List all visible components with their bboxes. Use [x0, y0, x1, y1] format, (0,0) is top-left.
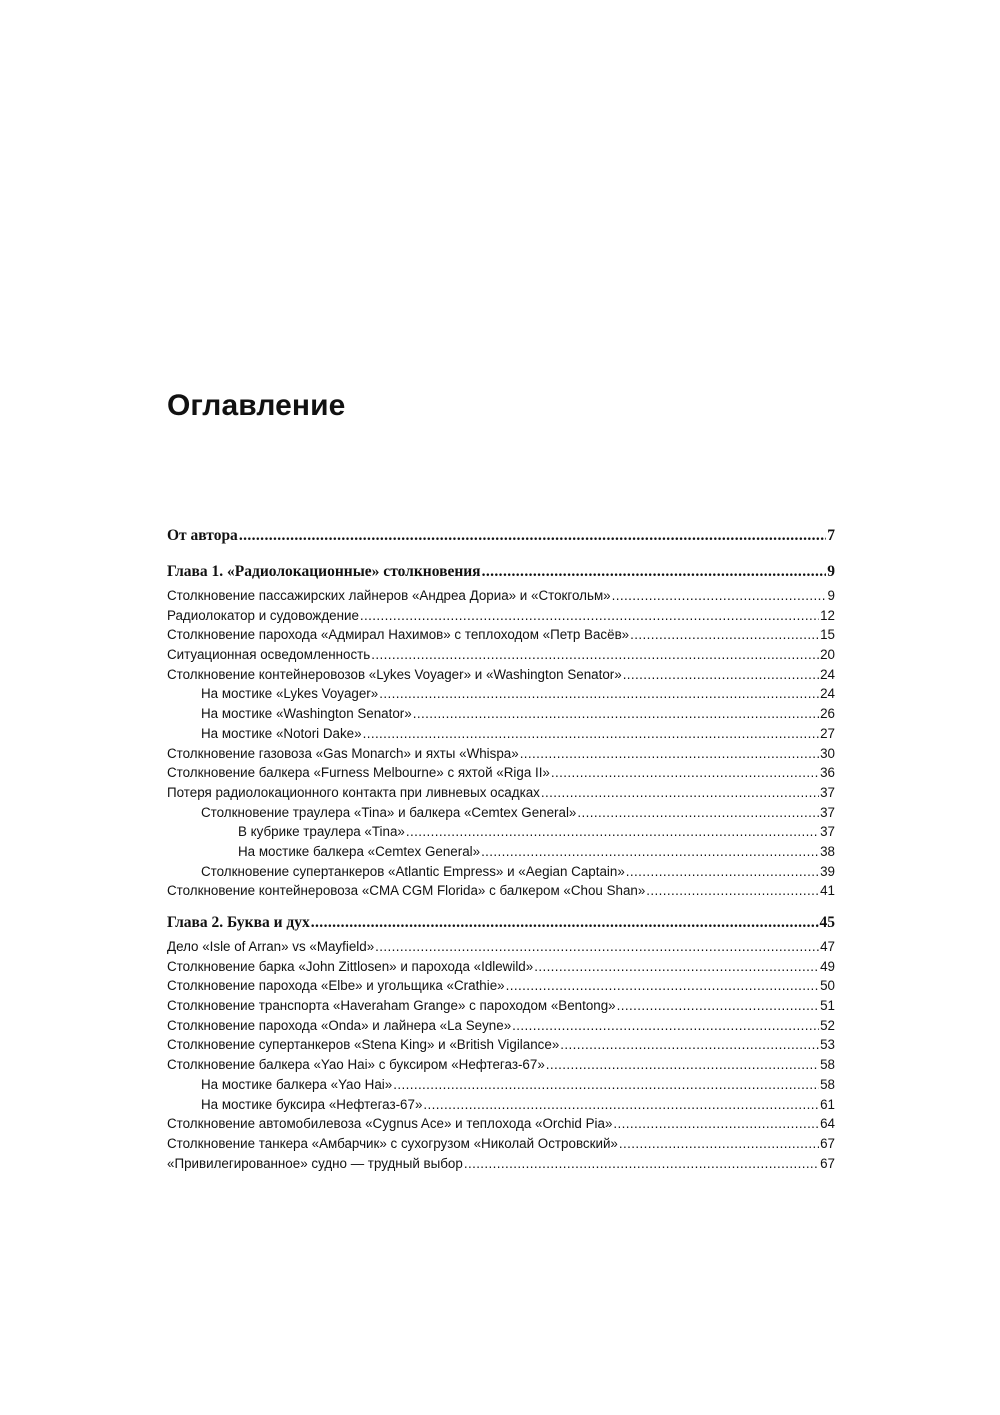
- toc-page-number: 27: [820, 725, 835, 741]
- toc-entry[interactable]: [167, 822, 835, 842]
- toc-page-number: 15: [820, 627, 835, 643]
- toc-page-number: 24: [820, 686, 835, 702]
- toc-entry-title: На мостике «Lykes Voyager»: [201, 686, 379, 702]
- toc-entry-title: Дело «Isle of Arran» vs «Mayfield»: [167, 939, 375, 954]
- toc-page-number: 37: [820, 784, 835, 800]
- toc-page-number: 12: [820, 607, 835, 623]
- toc-dot-leader: [423, 1095, 819, 1115]
- toc-entry[interactable]: [167, 1055, 835, 1075]
- toc-entry[interactable]: [167, 1075, 835, 1095]
- toc-dot-leader: [393, 1075, 819, 1095]
- toc-page-number: 50: [820, 978, 835, 994]
- toc-dot-leader: [617, 996, 819, 1016]
- toc-entry[interactable]: [167, 1134, 835, 1154]
- page-title: Оглавление: [167, 389, 346, 422]
- toc-entry[interactable]: [167, 783, 835, 803]
- toc-dot-leader: [619, 1134, 819, 1154]
- toc-entry-title: Столкновение контейнеровоза «CMA CGM Florida» с балкером «Chou Shan»: [167, 883, 646, 899]
- toc-entry-title: Столкновение пассажирских лайнеров «Андреа Дориа» и «Стокгольм»: [167, 588, 611, 603]
- toc-chapter-entry[interactable]: [167, 909, 835, 937]
- toc-entry[interactable]: [167, 1154, 835, 1174]
- toc-entry-title: Столкновение парохода «Onda» и лайнера «La Seyne»: [167, 1017, 512, 1033]
- toc-entry[interactable]: [167, 606, 835, 626]
- toc-entry[interactable]: [167, 1035, 835, 1055]
- toc-dot-leader: [520, 744, 819, 764]
- toc-page-number: 37: [820, 824, 835, 840]
- toc-dot-leader: [512, 1016, 819, 1036]
- toc-entry-title: Столкновение балкера «Furness Melbourne» с яхтой «Riga II»: [167, 765, 550, 781]
- toc-entry-title: Глава 1. «Радиолокационные» столкновения: [167, 563, 481, 580]
- toc-dot-leader: [406, 822, 819, 842]
- toc-entry-title: Столкновение транспорта «Haveraham Grange» с пароходом «Bentong»: [167, 998, 616, 1014]
- toc-page-number: 41: [820, 883, 835, 899]
- toc-entry-title: Потеря радиолокационного контакта при ливневых осадках: [167, 784, 540, 800]
- toc-entry-title: «Привилегированное» судно — трудный выбор: [167, 1155, 463, 1171]
- toc-entry-title: На мостике балкера «Cemtex General»: [238, 843, 481, 859]
- toc-dot-leader: [534, 957, 819, 977]
- toc-page-number: 52: [820, 1017, 835, 1033]
- toc-entry[interactable]: [167, 744, 835, 764]
- toc-dot-leader: [371, 645, 819, 665]
- toc-entry-title: На мостике «Notori Dake»: [201, 725, 362, 741]
- toc-page-number: 9: [827, 588, 835, 603]
- toc-dot-leader: [551, 763, 819, 783]
- toc-page-number: 39: [820, 863, 835, 879]
- toc-entry-title: На мостике «Washington Senator»: [201, 706, 412, 722]
- toc-entry-title: Столкновение траулера «Tina» и балкера «Cemtex General»: [201, 804, 577, 820]
- toc-chapter-entry[interactable]: [167, 522, 835, 550]
- toc-entry-title: Глава 2. Буква и дух: [167, 914, 310, 931]
- toc-entry-title: Столкновение балкера «Yao Hai» с буксиром «Нефтегаз-67»: [167, 1057, 545, 1073]
- toc-dot-leader: [623, 665, 819, 685]
- toc-entry[interactable]: [167, 625, 835, 645]
- toc-page-number: 38: [820, 843, 835, 859]
- toc-entry[interactable]: [167, 724, 835, 744]
- toc-dot-leader: [363, 724, 820, 744]
- toc-dot-leader: [612, 586, 827, 606]
- toc-page-number: 64: [820, 1116, 835, 1132]
- toc-page-number: 7: [827, 527, 835, 544]
- toc-dot-leader: [482, 558, 827, 586]
- toc-page-number: 24: [820, 666, 835, 682]
- toc-dot-leader: [413, 704, 819, 724]
- toc-page-number: 51: [820, 998, 835, 1014]
- toc-entry[interactable]: [167, 1095, 835, 1115]
- toc-dot-leader: [546, 1055, 819, 1075]
- toc-dot-leader: [360, 606, 819, 626]
- toc-entry[interactable]: [167, 976, 835, 996]
- toc-entry[interactable]: [167, 763, 835, 783]
- toc-page-number: 67: [820, 1155, 835, 1171]
- toc-entry[interactable]: [167, 881, 835, 901]
- toc-entry[interactable]: [167, 996, 835, 1016]
- toc-dot-leader: [506, 976, 819, 996]
- toc-entry[interactable]: [167, 684, 835, 704]
- toc-dot-leader: [375, 937, 819, 957]
- toc-entry-title: Столкновение барка «John Zittlosen» и парохода «Idlewild»: [167, 958, 534, 974]
- toc-entry[interactable]: [167, 862, 835, 882]
- toc-dot-leader: [626, 862, 819, 882]
- toc-entry-title: От автора: [167, 527, 238, 544]
- toc-entry-title: В кубрике траулера «Tina»: [238, 824, 405, 840]
- table-of-contents: [167, 522, 835, 1173]
- toc-page-number: 53: [820, 1037, 835, 1053]
- toc-entry-title: На мостике буксира «Нефтегаз-67»: [201, 1096, 423, 1112]
- toc-entry[interactable]: [167, 1114, 835, 1134]
- toc-entry-title: Столкновение супертанкеров «Stena King» и «British Vigilance»: [167, 1037, 560, 1053]
- toc-page-number: 20: [820, 647, 835, 663]
- toc-entry-title: Ситуационная осведомленность: [167, 647, 371, 663]
- toc-page-number: 37: [820, 804, 835, 820]
- toc-dot-leader: [541, 783, 819, 803]
- toc-page-number: 47: [820, 939, 835, 954]
- toc-dot-leader: [311, 909, 819, 937]
- toc-chapter-entry[interactable]: [167, 558, 835, 586]
- toc-entry[interactable]: [167, 803, 835, 823]
- toc-page-number: 30: [820, 745, 835, 761]
- toc-entry-title: Столкновение танкера «Амбарчик» с сухогрузом «Николай Островский»: [167, 1135, 618, 1151]
- toc-dot-leader: [613, 1114, 819, 1134]
- toc-page-number: 58: [820, 1076, 835, 1092]
- toc-dot-leader: [577, 803, 819, 823]
- toc-page-number: 45: [819, 914, 835, 931]
- toc-entry-title: Столкновение супертанкеров «Atlantic Empress» и «Aegian Captain»: [201, 863, 625, 879]
- toc-entry[interactable]: [167, 645, 835, 665]
- toc-entry-title: Столкновение парохода «Elbe» и угольщика «Crathie»: [167, 978, 505, 994]
- toc-dot-leader: [379, 684, 819, 704]
- toc-page-number: 61: [820, 1096, 835, 1112]
- toc-page-number: 9: [827, 563, 835, 580]
- toc-entry[interactable]: [167, 665, 835, 685]
- toc-entry[interactable]: [167, 937, 835, 957]
- toc-entry[interactable]: [167, 957, 835, 977]
- toc-page-number: 67: [820, 1135, 835, 1151]
- toc-entry-title: Столкновение автомобилевоза «Cygnus Ace» и теплохода «Orchid Pia»: [167, 1116, 613, 1132]
- toc-page-number: 36: [820, 765, 835, 781]
- toc-entry[interactable]: [167, 586, 835, 606]
- toc-entry-title: На мостике балкера «Yao Hai»: [201, 1076, 393, 1092]
- toc-page-number: 49: [820, 958, 835, 974]
- toc-dot-leader: [239, 522, 826, 550]
- toc-entry-title: Столкновение газовоза «Gas Monarch» и яхты «Whispa»: [167, 745, 519, 761]
- toc-dot-leader: [481, 842, 819, 862]
- toc-dot-leader: [646, 881, 819, 901]
- toc-entry[interactable]: [167, 704, 835, 724]
- toc-dot-leader: [560, 1035, 819, 1055]
- toc-entry-title: Столкновение парохода «Адмирал Нахимов» с теплоходом «Петр Васёв»: [167, 627, 630, 643]
- toc-page-number: 58: [820, 1057, 835, 1073]
- toc-entry[interactable]: [167, 1016, 835, 1036]
- toc-entry[interactable]: [167, 842, 835, 862]
- toc-dot-leader: [630, 625, 819, 645]
- toc-dot-leader: [464, 1154, 819, 1174]
- toc-entry-title: Столкновение контейнеровозов «Lykes Voyager» и «Washington Senator»: [167, 666, 622, 682]
- toc-page-number: 26: [820, 706, 835, 722]
- toc-entry-title: Радиолокатор и судовождение: [167, 607, 359, 623]
